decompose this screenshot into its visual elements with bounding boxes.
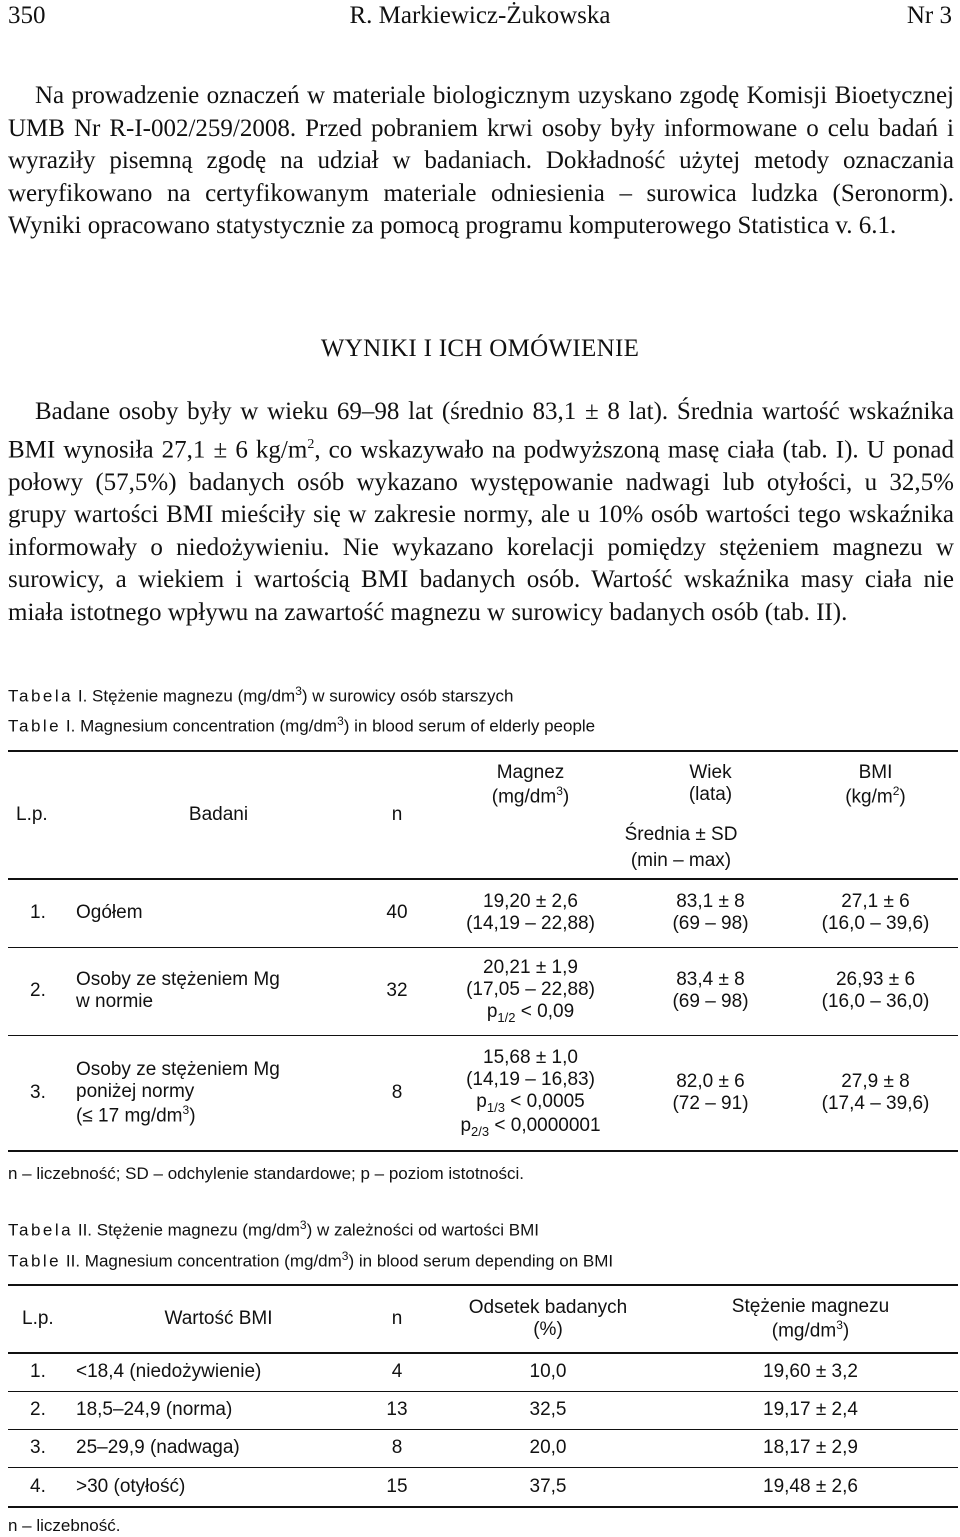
cell-lp: 3. bbox=[30, 1437, 46, 1458]
table2 bbox=[8, 1284, 958, 1508]
cell-bmi bbox=[793, 1035, 958, 1151]
header-odsetek bbox=[433, 1285, 663, 1353]
cell-magnez bbox=[433, 1035, 628, 1151]
caption-superscript: 3 bbox=[299, 1218, 307, 1232]
cell-bmi-value: 25–29,9 (nadwaga) bbox=[76, 1437, 240, 1458]
cell-badani-sup: 3 bbox=[182, 1102, 190, 1117]
table-row bbox=[8, 1391, 958, 1429]
table2-caption-en bbox=[8, 1249, 613, 1272]
cell-bmi-value: 18,5–24,9 (norma) bbox=[76, 1399, 233, 1420]
caption-number: I. bbox=[65, 716, 76, 736]
header-bmi bbox=[793, 751, 958, 879]
cell-lp: 2. bbox=[30, 1399, 46, 1420]
p-label: p bbox=[476, 1090, 487, 1112]
cell-badani bbox=[76, 947, 361, 1035]
table1-caption-pl bbox=[8, 684, 514, 707]
cell-wiek-range: (69 – 98) bbox=[672, 913, 749, 935]
header-stezenie bbox=[663, 1285, 958, 1353]
header-stezenie-line2 bbox=[663, 1318, 958, 1342]
cell-magnez-mean: 20,21 ± 1,9 bbox=[483, 957, 578, 979]
table-row bbox=[8, 1429, 958, 1467]
caption-number: I. bbox=[77, 686, 88, 706]
caption-label: Tabela bbox=[8, 1220, 74, 1240]
cell-wiek-mean: 83,4 ± 8 bbox=[676, 969, 745, 990]
header-magnez-unit: (mg/dm bbox=[491, 786, 557, 808]
cell-n: 32 bbox=[386, 980, 408, 1001]
cell-bmi-range: (17,4 – 39,6) bbox=[821, 1092, 930, 1114]
cell-magnez-mean: 15,68 ± 1,0 bbox=[483, 1046, 578, 1068]
cell-lp: 1. bbox=[30, 902, 46, 924]
cell-odsetek: 37,5 bbox=[529, 1475, 567, 1497]
cell-badani: Ogółem bbox=[76, 902, 143, 924]
cell-wiek-range: (72 – 91) bbox=[672, 1092, 749, 1114]
cell-lp: 4. bbox=[30, 1475, 46, 1497]
caption-superscript: 3 bbox=[295, 684, 302, 698]
caption-text-end: ) w zależności od wartości BMI bbox=[306, 1220, 539, 1240]
table2-header-row bbox=[8, 1285, 958, 1353]
p-label: p bbox=[460, 1114, 472, 1136]
table-row bbox=[8, 879, 958, 947]
header-bmi-end: ) bbox=[899, 786, 906, 808]
table2-note: n – liczebność. bbox=[8, 1516, 121, 1535]
caption-text: Magnesium concentration (mg/dm bbox=[80, 716, 338, 736]
cell-wiek-mean: 83,1 ± 8 bbox=[676, 891, 745, 913]
table-row bbox=[8, 1353, 958, 1391]
cell-magnez-p2 bbox=[433, 1115, 628, 1139]
header-magnez-line2 bbox=[433, 784, 628, 808]
caption-label: Table bbox=[8, 1251, 62, 1271]
header-bmi-value: Wartość BMI bbox=[164, 1308, 273, 1329]
section-title: WYNIKI I ICH OMÓWIENIE bbox=[320, 335, 640, 362]
cell-n: 15 bbox=[386, 1475, 408, 1497]
caption-text-end: ) w surowicy osób starszych bbox=[301, 686, 514, 706]
p-subscript: 2/3 bbox=[471, 1123, 490, 1139]
cell-magnez bbox=[433, 947, 628, 1035]
cell-lp: 1. bbox=[30, 1361, 46, 1383]
cell-stezenie: 19,48 ± 2,6 bbox=[763, 1475, 858, 1497]
cell-wiek bbox=[628, 879, 793, 947]
cell-magnez-p1 bbox=[433, 1091, 628, 1115]
cell-bmi-range: (16,0 – 36,0) bbox=[821, 991, 930, 1012]
cell-odsetek: 20,0 bbox=[529, 1437, 567, 1458]
header-odsetek-line2: (%) bbox=[533, 1319, 563, 1340]
cell-bmi-mean: 27,1 ± 6 bbox=[841, 891, 910, 913]
cell-wiek bbox=[628, 1035, 793, 1151]
cell-badani-line1: Osoby ze stężeniem Mg bbox=[76, 1058, 280, 1080]
results-text-end: , co wskazywało na podwyższoną masę ciała (tab. I). U ponad połowy (57,5%) badanych osób wykazano występowanie nadwagi lub otyłości, u 32,5% grupy wartości BMI mieściły się w zakresie normy, ale u 10% osób wartości tego wskaźnika informowały o niedożywieniu. Nie wykazano korelacji pomiędzy stężeniem magnezu w surowicy, a wiekiem i wartością BMI badanych osób. Wartość wskaźnika masy ciała nie miała istotnego wpływu na zawartość magnezu w surowicy badanych osób (tab. II). bbox=[8, 435, 954, 626]
cell-bmi bbox=[793, 879, 958, 947]
cell-bmi-value: <18,4 (niedożywienie) bbox=[76, 1361, 262, 1383]
table-row bbox=[8, 1035, 958, 1151]
cell-odsetek: 10,0 bbox=[529, 1361, 567, 1383]
stat-subheader-line1: Średnia ± SD bbox=[624, 824, 738, 845]
cell-wiek bbox=[628, 947, 793, 1035]
cell-n: 13 bbox=[386, 1399, 408, 1420]
header-magnez-sup: 3 bbox=[556, 784, 563, 798]
header-bmi-line1: BMI bbox=[858, 762, 893, 783]
caption-text-end: ) in blood serum of elderly people bbox=[343, 716, 596, 736]
header-badani: Badani bbox=[188, 804, 249, 825]
header-lp: L.p. bbox=[16, 804, 48, 825]
cell-wiek-range: (69 – 98) bbox=[672, 991, 749, 1012]
cell-stezenie: 19,17 ± 2,4 bbox=[763, 1399, 858, 1420]
header-n: n bbox=[391, 1308, 403, 1329]
cell-n: 8 bbox=[391, 1437, 403, 1458]
results-text-start: Badane osoby były w wieku 69–98 lat (średnio 83,1 ± 8 lat). Średnia wartość wskaźnika BMI wynosiła 27,1 ± 6 kg/m bbox=[8, 398, 954, 463]
cell-bmi-mean: 27,9 ± 8 bbox=[841, 1070, 910, 1092]
caption-label: Tabela bbox=[8, 686, 74, 706]
p-value: < 0,09 bbox=[515, 1001, 575, 1023]
cell-stezenie: 18,17 ± 2,9 bbox=[763, 1437, 858, 1458]
cell-badani-line1: Osoby ze stężeniem Mg bbox=[76, 969, 280, 990]
cell-wiek-mean: 82,0 ± 6 bbox=[676, 1070, 745, 1092]
caption-text: Stężenie magnezu (mg/dm bbox=[96, 1220, 300, 1240]
caption-number: II. bbox=[65, 1251, 81, 1271]
cell-bmi-mean: 26,93 ± 6 bbox=[835, 969, 916, 990]
cell-badani-line2: poniżej normy bbox=[76, 1080, 195, 1102]
header-odsetek-line1: Odsetek badanych bbox=[468, 1297, 628, 1318]
cell-stezenie: 19,60 ± 3,2 bbox=[763, 1361, 858, 1383]
caption-text: Stężenie magnezu (mg/dm bbox=[92, 686, 296, 706]
cell-bmi bbox=[793, 947, 958, 1035]
methods-paragraph: Na prowadzenie oznaczeń w materiale biologicznym uzyskano zgodę Komisji Bioetycznej UMB Nr R-I-002/259/2008. Przed pobraniem krwi osoby były informowane o celu badań i wyraziły pisemną zgodę na udział w badaniach. Dokładność użytej metody oznaczania weryfikowano na certyfikowanym materiale odniesienia – surowica ludzka (Seronorm). Wyniki opracowano statystycznie za pomocą programu komputerowego Statistica v. 6.1. bbox=[8, 82, 954, 240]
running-header bbox=[0, 0, 960, 34]
caption-text-end: ) in blood serum depending on BMI bbox=[348, 1251, 614, 1271]
cell-magnez-range: (14,19 – 22,88) bbox=[466, 913, 595, 935]
caption-number: II. bbox=[77, 1220, 93, 1240]
p-label: p bbox=[486, 1001, 498, 1023]
cell-magnez-range: (14,19 – 16,83) bbox=[466, 1068, 595, 1090]
table1-note: n – liczebność; SD – odchylenie standardowe; p – poziom istotności. bbox=[8, 1164, 524, 1183]
p-value: < 0,0000001 bbox=[489, 1114, 601, 1136]
cell-magnez-p bbox=[433, 1001, 628, 1025]
issue-number: Nr 3 bbox=[906, 2, 952, 29]
cell-lp: 3. bbox=[30, 1081, 46, 1103]
header-stezenie-sup: 3 bbox=[836, 1317, 843, 1332]
cell-badani-line2: w normie bbox=[76, 991, 154, 1012]
header-wiek-line2: (lata) bbox=[688, 784, 733, 805]
header-stezenie-unit: (mg/dm bbox=[771, 1320, 837, 1342]
cell-badani-end: ) bbox=[189, 1104, 196, 1126]
header-magnez-line1: Magnez bbox=[496, 762, 565, 783]
cell-badani-threshold: (≤ 17 mg/dm bbox=[76, 1104, 183, 1126]
cell-n: 40 bbox=[386, 902, 408, 924]
results-superscript: 2 bbox=[307, 436, 315, 452]
table-row bbox=[8, 947, 958, 1035]
cell-badani bbox=[76, 1035, 361, 1151]
p-subscript: 1/3 bbox=[486, 1099, 505, 1115]
page-number: 350 bbox=[8, 2, 46, 29]
results-paragraph bbox=[8, 396, 954, 629]
cell-odsetek: 32,5 bbox=[529, 1399, 567, 1420]
header-bmi-sup: 2 bbox=[892, 784, 900, 798]
table1-stat-subheader bbox=[596, 822, 766, 874]
table2-caption-pl bbox=[8, 1218, 539, 1241]
cell-badani-line3 bbox=[76, 1103, 361, 1127]
header-n: n bbox=[391, 804, 403, 825]
header-bmi-unit: (kg/m bbox=[845, 786, 893, 808]
caption-superscript: 3 bbox=[337, 714, 344, 728]
caption-text: Magnesium concentration (mg/dm bbox=[84, 1251, 342, 1271]
caption-label: Table bbox=[8, 716, 62, 736]
cell-n: 8 bbox=[391, 1081, 403, 1103]
header-lp: L.p. bbox=[22, 1308, 54, 1329]
table-row bbox=[8, 1467, 958, 1507]
header-stezenie-line1: Stężenie magnezu bbox=[731, 1295, 890, 1317]
running-author: R. Markiewicz-Żukowska bbox=[349, 2, 611, 29]
header-bmi-line2 bbox=[793, 784, 958, 808]
cell-n: 4 bbox=[391, 1361, 403, 1383]
cell-magnez-range: (17,05 – 22,88) bbox=[466, 979, 595, 1001]
header-stezenie-end: ) bbox=[842, 1320, 850, 1342]
table1 bbox=[8, 750, 958, 1152]
header-magnez-end: ) bbox=[562, 786, 570, 808]
cell-lp: 2. bbox=[30, 980, 46, 1001]
table1-header-row bbox=[8, 751, 958, 879]
cell-bmi-value: >30 (otyłość) bbox=[76, 1475, 186, 1497]
p-subscript: 1/2 bbox=[497, 1009, 516, 1025]
p-value: < 0,0005 bbox=[504, 1090, 585, 1112]
header-wiek-line1: Wiek bbox=[689, 762, 732, 783]
stat-subheader-line2: (min – max) bbox=[630, 850, 732, 871]
caption-superscript: 3 bbox=[341, 1249, 349, 1263]
cell-magnez-mean: 19,20 ± 2,6 bbox=[483, 891, 578, 913]
cell-bmi-range: (16,0 – 39,6) bbox=[821, 913, 930, 935]
table1-caption-en bbox=[8, 714, 595, 737]
cell-magnez bbox=[433, 879, 628, 947]
